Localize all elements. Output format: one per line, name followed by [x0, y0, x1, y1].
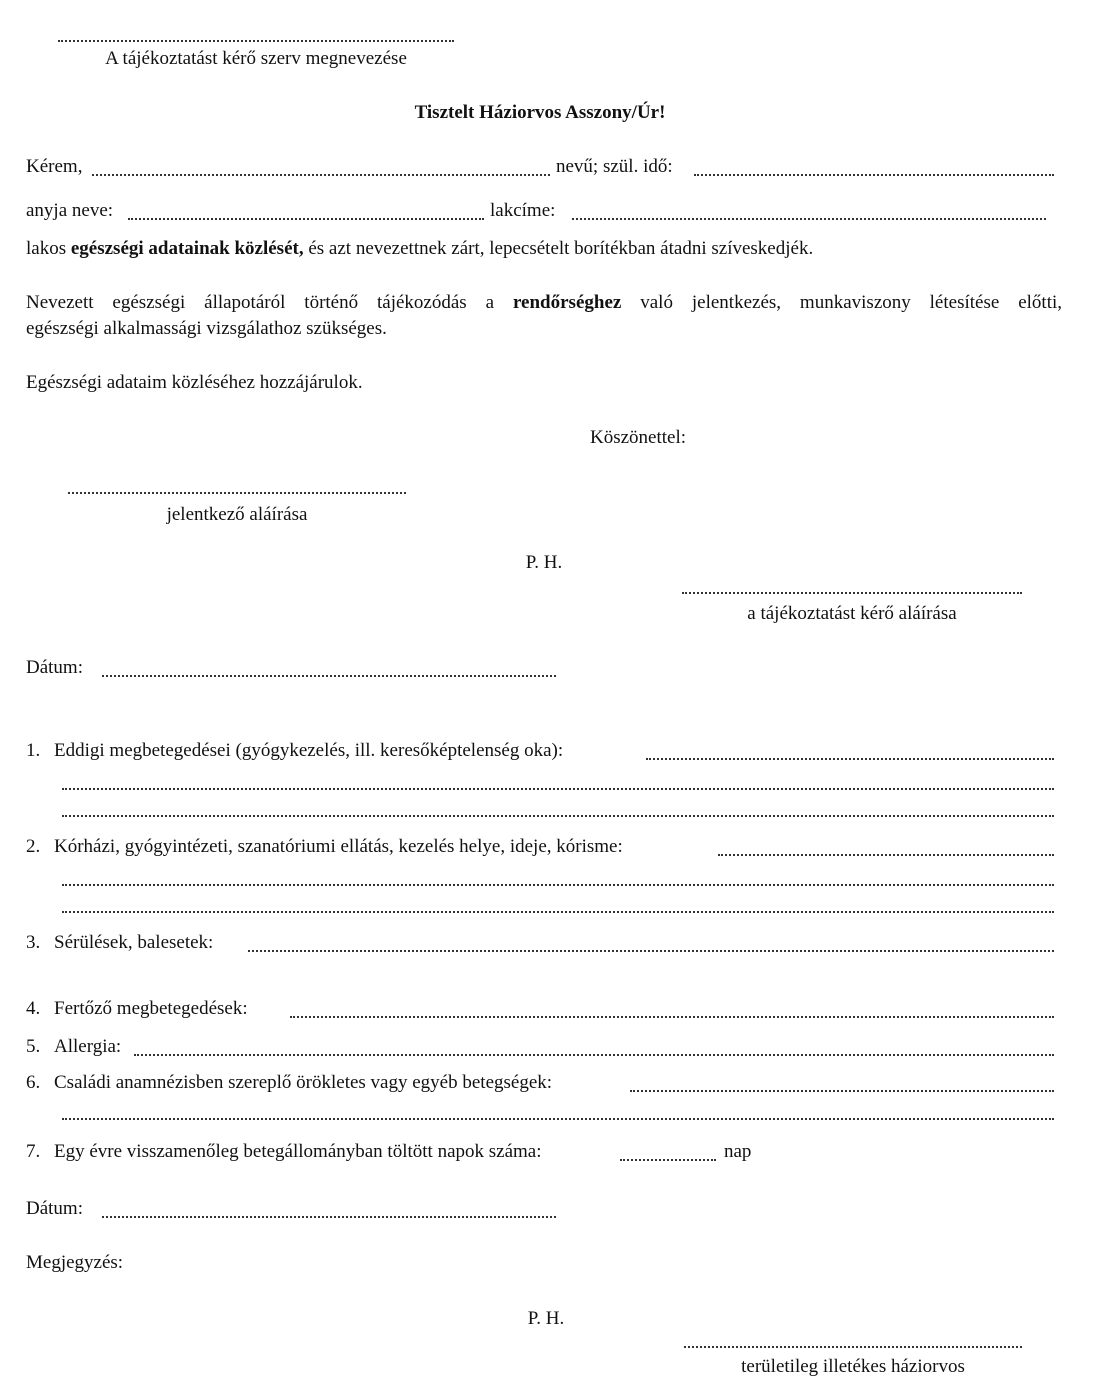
kerem-label: Kérem,: [26, 156, 83, 177]
item-3-number: 3.: [26, 932, 41, 953]
item-3-text: Sérülések, balesetek:: [54, 932, 214, 953]
item-5-text: Allergia:: [54, 1036, 122, 1057]
purpose-pre: Nevezett egészségi állapotáról történő tájékozódás a: [26, 292, 495, 313]
doctor-signature-line[interactable]: [684, 1346, 1022, 1348]
stamp-placeholder-2: P. H.: [527, 1308, 565, 1329]
request-paragraph: [26, 238, 813, 260]
address-label: lakcíme:: [490, 200, 556, 221]
item-1-label: [26, 740, 563, 762]
sick-days-unit: nap: [724, 1141, 752, 1162]
nevu-label: nevű; szül. idő:: [556, 156, 673, 177]
mother-name-label: anyja neve:: [26, 200, 114, 221]
item-5-field[interactable]: [134, 1054, 1054, 1056]
applicant-signature-line[interactable]: [68, 492, 406, 494]
lakos-rest-text: és azt nevezettnek zárt, lepecsételt borítékban átadni szíveskedjék.: [308, 238, 814, 259]
date-field-2[interactable]: [102, 1216, 556, 1218]
item-2-text: Kórházi, gyógyintézeti, szanatóriumi ellátás, kezelés helye, ideje, kórisme:: [54, 836, 623, 857]
purpose-bold: rendőrséghez: [512, 292, 622, 313]
item-2-label: [26, 836, 623, 858]
stamp-placeholder-1: P. H.: [525, 552, 563, 573]
thanks-text: Köszönettel:: [590, 427, 687, 448]
org-name-label: A tájékoztatást kérő szerv megnevezése: [105, 48, 407, 69]
date-label-1: Dátum:: [26, 657, 83, 678]
note-label: Megjegyzés:: [26, 1252, 124, 1273]
applicant-signature-label: jelentkező aláírása: [166, 504, 308, 525]
doctor-signature-label: területileg illetékes háziorvos: [741, 1356, 965, 1377]
requester-signature-line[interactable]: [682, 592, 1022, 594]
item-3-label: [26, 932, 213, 954]
item-1-field-c[interactable]: [62, 815, 1054, 817]
item-6-label: [26, 1072, 552, 1094]
item-3-field[interactable]: [248, 950, 1054, 952]
date-field-1[interactable]: [102, 675, 556, 677]
name-field[interactable]: [92, 174, 550, 176]
item-6-number: 6.: [26, 1072, 41, 1093]
consent-text: Egészségi adataim közléséhez hozzájárulok.: [26, 372, 363, 393]
salutation: Tisztelt Háziorvos Asszony/Úr!: [414, 102, 666, 123]
item-1-field-b[interactable]: [62, 788, 1054, 790]
purpose-line-2: egészségi alkalmassági vizsgálathoz szükséges.: [26, 318, 387, 339]
sick-days-field[interactable]: [620, 1159, 716, 1161]
item-2-number: 2.: [26, 836, 41, 857]
org-name-line[interactable]: [58, 40, 454, 42]
item-1-field-a[interactable]: [646, 758, 1054, 760]
item-4-number: 4.: [26, 998, 41, 1019]
item-2-field-a[interactable]: [718, 854, 1054, 856]
item-1-number: 1.: [26, 740, 41, 761]
item-4-field[interactable]: [290, 1016, 1054, 1018]
address-field[interactable]: [572, 218, 1046, 220]
item-1-text: Eddigi megbetegedései (gyógykezelés, ill. keresőképtelenség oka):: [54, 740, 564, 761]
item-4-text: Fertőző megbetegedések:: [54, 998, 248, 1019]
item-7-label: [26, 1141, 542, 1163]
date-label-2: Dátum:: [26, 1198, 83, 1219]
birthdate-field[interactable]: [694, 174, 1054, 176]
purpose-post: való jelentkezés, munkaviszony létesítése előtti,: [640, 292, 1063, 313]
item-6-text: Családi anamnézisben szereplő örökletes vagy egyéb betegségek:: [54, 1072, 553, 1093]
item-7-number: 7.: [26, 1141, 41, 1162]
item-5-number: 5.: [26, 1036, 41, 1057]
lakos-text: lakos: [26, 238, 67, 259]
lakos-bold-text: egészségi adatainak közlését,: [70, 238, 304, 259]
item-2-field-c[interactable]: [62, 911, 1054, 913]
item-6-field-b[interactable]: [62, 1118, 1054, 1120]
item-4-label: [26, 998, 248, 1020]
mother-name-field[interactable]: [128, 218, 484, 220]
item-7-text: Egy évre visszamenőleg betegállományban töltött napok száma:: [54, 1141, 542, 1162]
requester-signature-label: a tájékoztatást kérő aláírása: [747, 603, 957, 624]
item-5-label: [26, 1036, 121, 1058]
item-6-field-a[interactable]: [630, 1090, 1054, 1092]
purpose-line-1: [26, 292, 1062, 314]
item-2-field-b[interactable]: [62, 884, 1054, 886]
